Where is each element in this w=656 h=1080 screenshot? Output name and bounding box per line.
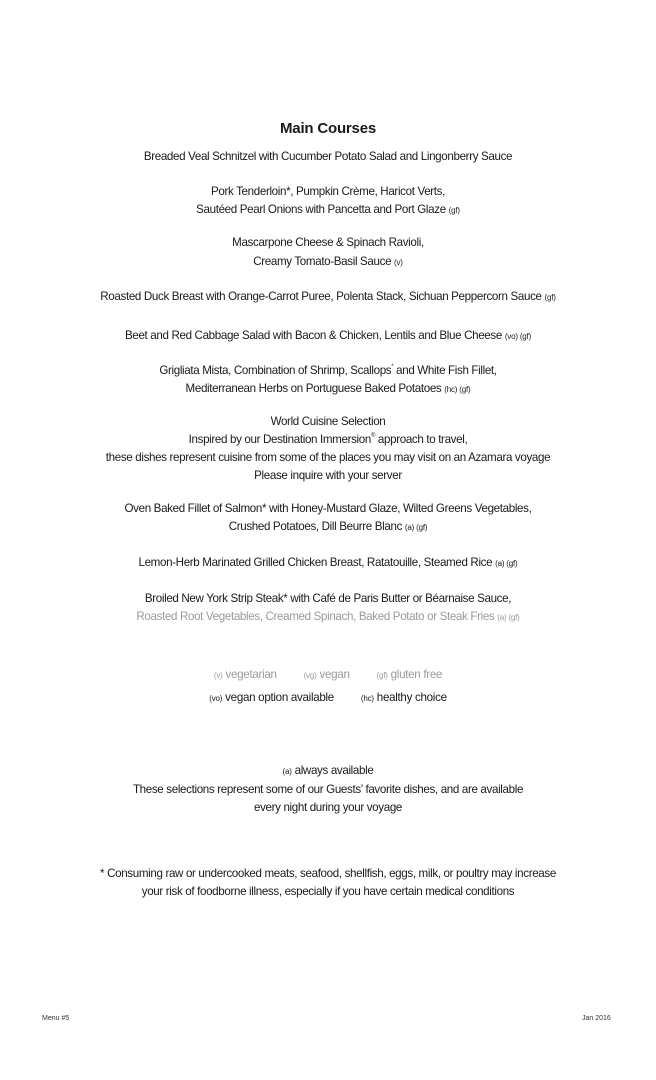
dish-tags: (gf): [448, 206, 460, 215]
dish-text: Roasted Root Vegetables, Creamed Spinach, Baked Potato or Steak Fries: [136, 610, 495, 623]
dish-tags: (gf): [544, 293, 556, 302]
dish-tags: (hc) (gf): [444, 385, 471, 394]
dish-salmon-line2: [0, 520, 656, 533]
disclaimer-line1: * Consuming raw or undercooked meats, seafood, shellfish, eggs, milk, or poultry may increase: [100, 867, 556, 880]
world-cuisine-text: approach to travel,: [375, 433, 468, 446]
legend-label: healthy choice: [376, 691, 447, 704]
dish-tags: (v): [394, 258, 403, 267]
dish-ravioli-line2: [0, 255, 656, 268]
dish-pork-tenderloin-line2: [0, 203, 656, 216]
legend-row-2: [0, 691, 656, 704]
asterisk-mark: *: [391, 364, 394, 370]
dish-strip-steak-line2: [0, 610, 656, 623]
world-cuisine-line2: these dishes represent cuisine from some of the places you may visit on an Azamara voyage: [105, 451, 551, 464]
legend-gluten-free: [377, 668, 443, 681]
dish-text: Mascarpone Cheese & Spinach Ravioli,: [232, 236, 424, 249]
legend-code: (vo): [209, 694, 223, 703]
always-note-line1: These selections represent some of our Guests’ favorite dishes, and are available: [132, 783, 524, 796]
page-title: Main Courses: [280, 120, 376, 137]
dish-text: Pork Tenderloin*, Pumpkin Crème, Haricot Verts,: [211, 185, 445, 198]
dish-text: Lemon-Herb Marinated Grilled Chicken Breast, Ratatouille, Steamed Rice: [138, 556, 493, 569]
dish-tags: (a) (gf): [497, 613, 520, 622]
legend-vegan-option: [209, 691, 334, 704]
dish-text: Sautéed Pearl Onions with Pancetta and Port Glaze: [196, 203, 446, 216]
registered-mark: ®: [370, 433, 376, 439]
legend-code: (v): [213, 671, 223, 680]
legend-label: gluten free: [390, 668, 443, 681]
dish-grigliata-line1: [0, 364, 656, 377]
world-cuisine-line3: Please inquire with your server: [254, 469, 402, 482]
dish-tags: (a) (gf): [495, 559, 518, 568]
dish-text: and White Fish Fillet,: [393, 364, 497, 377]
legend-label: vegan: [319, 668, 350, 681]
dish-tags: (vo) (gf): [504, 332, 532, 341]
legend-code: (gf): [376, 671, 388, 680]
dish-chicken-breast: [0, 556, 656, 569]
dish-beet-salad: [0, 329, 656, 342]
legend-code: (a): [282, 767, 292, 776]
dish-strip-steak-line1: [0, 592, 656, 605]
legend-code: (vg): [303, 671, 317, 680]
dish-text: Mediterranean Herbs on Portuguese Baked Potatoes: [185, 382, 442, 395]
dish-text: Crushed Potatoes, Dill Beurre Blanc: [228, 520, 403, 533]
legend-label: vegetarian: [225, 668, 277, 681]
dish-text: Beet and Red Cabbage Salad with Bacon & Chicken, Lentils and Blue Cheese: [124, 329, 502, 342]
footer-menu-number: Menu #5: [42, 1015, 70, 1022]
always-note-line2: every night during your voyage: [253, 801, 403, 814]
dish-ravioli-line1: [0, 236, 656, 249]
dish-text: Oven Baked Fillet of Salmon* with Honey-Mustard Glaze, Wilted Greens Vegetables,: [124, 502, 532, 515]
footer-date: Jan 2016: [582, 1015, 611, 1022]
dish-veal-schnitzel: [0, 150, 656, 163]
world-cuisine-line1: [0, 433, 656, 446]
legend-row-1: [0, 668, 656, 681]
legend-healthy-choice: [361, 691, 447, 704]
dish-grigliata-line2: [0, 382, 656, 395]
legend-label: vegan option available: [225, 691, 334, 704]
dish-text: Breaded Veal Schnitzel with Cucumber Potato Salad and Lingonberry Sauce: [143, 150, 513, 163]
dish-pork-tenderloin-line1: [0, 185, 656, 198]
dish-tags: (a) (gf): [404, 523, 428, 532]
dish-duck-breast: [0, 290, 656, 303]
dish-text: Creamy Tomato-Basil Sauce: [253, 255, 392, 268]
dish-salmon-line1: [0, 502, 656, 515]
always-available-label: [0, 764, 656, 777]
disclaimer-line2: your risk of foodborne illness, especially if you have certain medical conditions: [141, 885, 515, 898]
world-cuisine-heading: World Cuisine Selection: [270, 415, 386, 428]
world-cuisine-text: Inspired by our Destination Immersion: [188, 433, 371, 446]
legend-label: always available: [294, 764, 374, 777]
dish-text: Broiled New York Strip Steak* with Café de Paris Butter or Béarnaise Sauce,: [144, 592, 512, 605]
legend-vegetarian: [214, 668, 277, 681]
dish-text: Roasted Duck Breast with Orange-Carrot Puree, Polenta Stack, Sichuan Peppercorn Sauce: [100, 290, 542, 303]
legend-vegan: [304, 668, 350, 681]
legend-code: (hc): [360, 694, 374, 703]
dish-text: Grigliata Mista, Combination of Shrimp, Scallops: [159, 364, 392, 377]
